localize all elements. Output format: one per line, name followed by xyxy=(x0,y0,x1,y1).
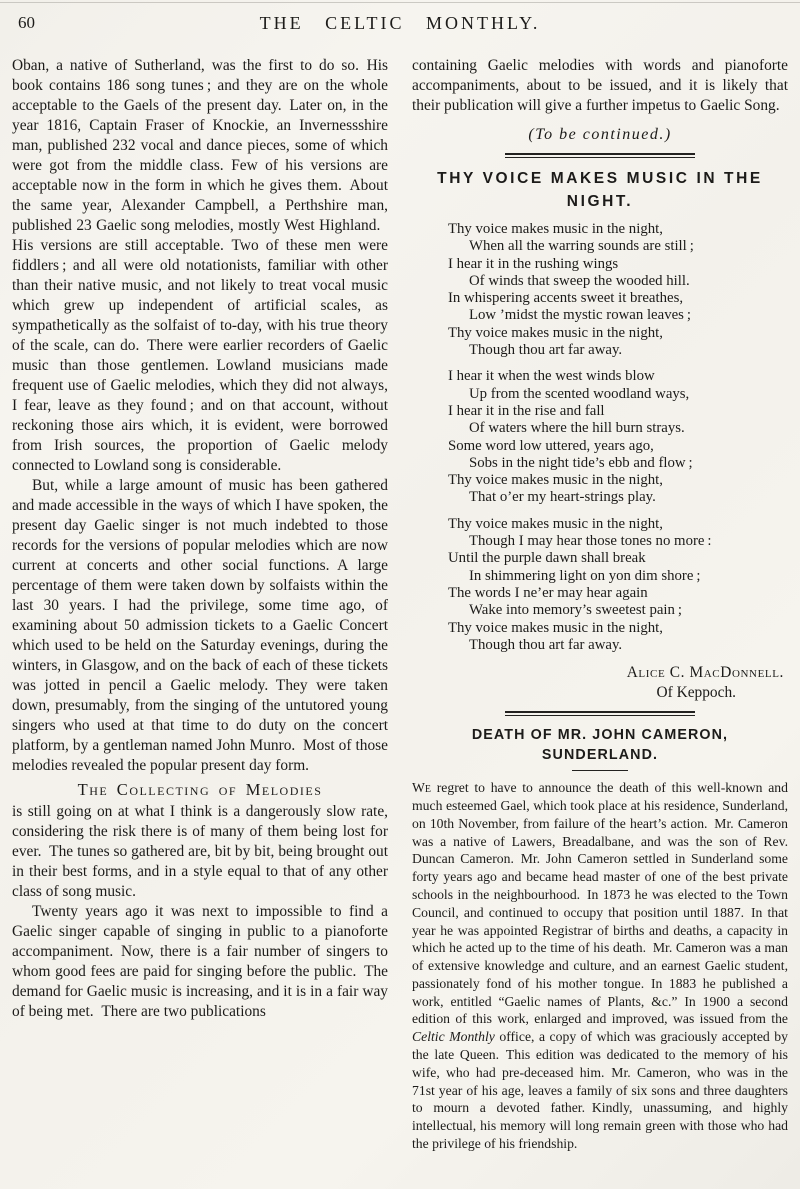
poem-author-signature: Alice C. MacDonnell. xyxy=(626,664,784,682)
poem-line: Low ’midst the mystic rowan leaves ; xyxy=(469,307,691,324)
poem-line: Though thou art far away. xyxy=(469,342,623,359)
two-column-layout xyxy=(12,56,788,1153)
poem-line: Wake into memory’s sweetest pain ; xyxy=(469,602,682,619)
poem-line: Thy voice makes music in the night, xyxy=(448,324,663,341)
obituary-text-segment: regret to have to announce the death of this well-known and much esteemed Gael, which took place at his residence, Sunderland, on 10th November, from failure of the heart’s action. Mr. Cameron was a native of Lawers, Breadalbane, and was the son of Rev. Duncan Cameron. Mr. John Cameron settled in Sunderland some forty years ago and became head master of one of the best private schools in the neighbourhood. In 1873 he was elected to the Town Council, and continued to occupy that position until 1887. In that year he was appointed Registrar of births and deaths, a capacity in which he acted up to the time of his death. Mr. Cameron was a man of extensive knowledge and culture, and an earnest Gaelic student, passionately fond of his mother tongue. In 1883 he published a work, entitled “Gaelic names of Plants, &c.” In 1900 a second edition of this work, enlarged and improved, was issued from the xyxy=(412,780,788,1027)
right-column xyxy=(412,56,788,1153)
obituary-text-segment: office, a copy of which was graciously accepted by the late Queen. This edition was dedicated to the memory of his wife, who had pre-deceased him. Mr. Cameron, who was in the 71st year of his age, leaves a family of six sons and three daughters to mourn a devoted father. Kindly, unassuming, and highly intellectual, his memory will long remain green with those who had the privilege of his friendship. xyxy=(412,1029,788,1152)
left-column xyxy=(12,56,388,1153)
poem-line: Of waters where the hill burn strays. xyxy=(469,420,685,437)
poem xyxy=(412,221,788,654)
paragraph: containing Gaelic melodies with words and pianoforte accompaniments, about to be issued, and it is likely that their publication will give a further impetus to Gaelic Song. xyxy=(412,57,788,114)
double-rule-divider xyxy=(505,153,695,158)
poem-line: In shimmering light on yon dim shore ; xyxy=(469,567,701,584)
poem-line: In whispering accents sweet it breathes, xyxy=(448,290,684,307)
paragraph: Oban, a native of Sutherland, was the first to do so. His book contains 186 song tunes ; and they are on the whole acceptable to the Gaels of the present day. Later on, in the year 1816, Captain Fraser of Knockie, an Invernessshire man, published 232 vocal and dance pieces, some of which were got from the middle class. Few of his versions are acceptable now in the form in which he gives them. About the same year, Alexander Campbell, a Perthshire man, published 23 Gaelic song melodies, mostly West Highland. His versions are still acceptable. Two of these men were fiddlers ; and all were old notationists, familiar with other than their native music, and not likely to treat vocal music which grew up independent of artificial scales, as sympathetically as the solfaist of to-day, with his true theory of the scale, can do. There were earlier recorders of Gaelic music than those gentlemen. Lowland musicians made frequent use of Gaelic melodies, which they did not always, I fear, leave as they found ; and on that account, without reckoning those airs which, it is evident, were borrowed from Irish sources, the proportion of Gaelic melody connected to Lowland song is considerable. xyxy=(12,57,388,474)
page-header xyxy=(12,12,788,46)
poem-line: Though thou art far away. xyxy=(469,636,623,653)
poem-stanza xyxy=(448,516,788,654)
journal-name-italic: Celtic Monthly xyxy=(412,1029,495,1045)
poem-line: When all the warring sounds are still ; xyxy=(469,238,694,255)
paragraph: But, while a large amount of music has been gathered and made accessible in the ways of which I have spoken, the present day Gaelic singer is not much indebted to those records for the versions of popular melodies which are now current at concerts and other social functions. A large percentage of them were taken down by solfaists within the last 30 years. I had the privilege, some time ago, of examining about 50 admission tickets to a Gaelic Concert which used to be held on the Saturday evenings, during the winters, in Glasgow, and on the back of each of these tickets was jotted in pencil a Gaelic melody. They were taken down, presumably, from the singing of the untutored young singers who used at that time to do duty on the concert platform, by a gentleman named John Munro. Most of those melodies revealed the popular present day form. xyxy=(12,477,388,774)
obituary-title: DEATH OF MR. JOHN CAMERON, SUNDERLAND. xyxy=(471,727,729,764)
poem-line: I hear it when the west winds blow xyxy=(448,368,655,385)
journal-title: THE CELTIC MONTHLY. xyxy=(259,13,541,33)
poem-line: Of winds that sweep the wooded hill. xyxy=(469,272,690,289)
obituary-title-rule xyxy=(572,770,628,771)
section-heading: The Collecting of Melodies xyxy=(77,780,323,799)
page-number: 60 xyxy=(18,13,35,32)
poem-line: Until the purple dawn shall break xyxy=(448,550,646,567)
to-be-continued-note: (To be continued.) xyxy=(528,126,672,143)
poem-author-place: Of Keppoch. xyxy=(656,684,736,702)
poem-line: Thy voice makes music in the night, xyxy=(448,472,663,489)
poem-stanza xyxy=(448,221,788,359)
obituary-paragraph xyxy=(412,779,788,1153)
poem-line: I hear it in the rise and fall xyxy=(448,402,605,419)
poem-line: That o’er my heart-strings play. xyxy=(469,489,656,506)
poem-stanza xyxy=(448,368,788,506)
paragraph: is still going on at what I think is a dangerously slow rate, considering the risk there is of many of them being lost for ever. The tunes so gathered are, bit by bit, being brought out in their best forms, and in a style equal to that of any other class of song music. xyxy=(12,803,388,900)
scan-edge-line xyxy=(0,2,800,3)
poem-line: Some word low uttered, years ago, xyxy=(448,437,654,454)
poem-line: Thy voice makes music in the night, xyxy=(448,221,663,237)
poem-title: THY VOICE MAKES MUSIC IN THE NIGHT. xyxy=(437,170,763,210)
poem-line: Up from the scented woodland ways, xyxy=(469,385,690,402)
paragraph: Twenty years ago it was next to impossible to find a Gaelic singer capable of singing in public to a pianoforte accompaniment. Now, there is a fair number of singers to whom good fees are paid for singing before the public. The demand for Gaelic music is increasing, and it is in a fair way of being met. There are two publications xyxy=(12,903,388,1020)
double-rule-divider xyxy=(505,711,695,716)
obituary-lead-word: We xyxy=(412,780,432,796)
poem-line: Thy voice makes music in the night, xyxy=(448,515,663,532)
poem-line: The words I ne’er may hear again xyxy=(448,584,648,601)
poem-line: Though I may hear those tones no more : xyxy=(469,533,712,550)
poem-line: I hear it in the rushing wings xyxy=(448,255,619,272)
poem-line: Thy voice makes music in the night, xyxy=(448,619,663,636)
poem-line: Sobs in the night tide’s ebb and flow ; xyxy=(469,454,693,471)
